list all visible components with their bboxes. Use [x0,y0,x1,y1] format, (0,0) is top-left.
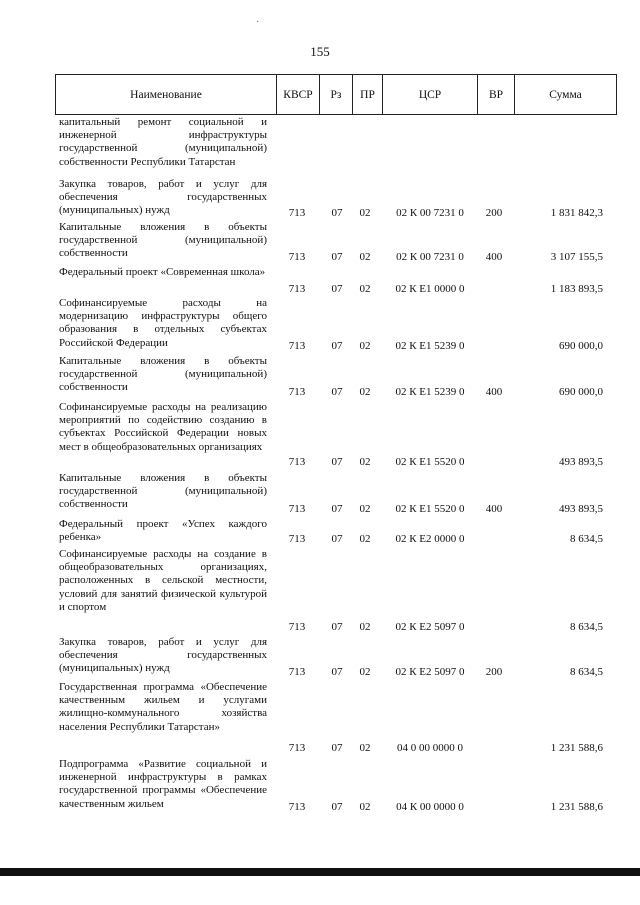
row-pr: 02 [359,207,371,219]
row-csr: 02 К Е1 5520 0 [395,456,465,468]
row-rz: 07 [331,666,343,678]
row-pr: 02 [359,386,371,398]
row-rz: 07 [331,207,343,219]
row-pr: 02 [359,283,371,295]
row-pr: 02 [359,666,371,678]
row-rz: 07 [331,251,343,263]
row-pr: 02 [359,742,371,754]
row-name: Капитальные вложения в объекты государственной (муниципальной) собственности [59,355,267,394]
row-name: Софинансируемые расходы на создание в общеобразовательных организациях, расположенных в сельской местности, условий для занятий физической культурой и спортом [59,548,267,613]
row-csr: 02 К Е2 5097 0 [395,666,465,678]
row-csr: 02 К Е1 5520 0 [395,503,465,515]
row-vr: 200 [485,207,503,219]
table-row [55,548,615,634]
row-kvsr: 713 [288,801,306,813]
table-row [55,681,615,755]
col-header-kvsr: КВСР [277,75,320,115]
col-header-sum: Сумма [515,75,617,115]
table-row [55,518,615,546]
row-sum: 493 893,5 [559,456,603,468]
row-pr: 02 [359,533,371,545]
row-csr: 04 0 00 0000 0 [397,742,463,754]
row-csr: 02 К 00 7231 0 [396,251,464,263]
row-sum: 8 634,5 [570,621,603,633]
row-kvsr: 713 [288,503,306,515]
row-name: Закупка товаров, работ и услуг для обеспечения государственных (муниципальных) нужд [59,636,267,675]
row-kvsr: 713 [288,533,306,545]
row-rz: 07 [331,340,343,352]
row-name: Закупка товаров, работ и услуг для обеспечения государственных (муниципальных) нужд [59,178,267,217]
row-pr: 02 [359,340,371,352]
row-name: Федеральный проект «Современная школа» [59,266,266,278]
table-header [55,74,617,115]
row-sum: 1 231 588,6 [550,742,603,754]
col-header-name: Наименование [56,75,277,115]
row-sum: 690 000,0 [559,386,603,398]
col-header-rz: Рз [320,75,353,115]
row-name: Капитальные вложения в объекты государственной (муниципальной) собственности [59,472,267,511]
row-rz: 07 [331,456,343,468]
row-sum: 3 107 155,5 [550,251,603,263]
col-header-pr: ПР [353,75,383,115]
row-csr: 02 К Е1 0000 0 [395,283,465,295]
row-kvsr: 713 [288,621,306,633]
table-row [55,758,615,814]
row-kvsr: 713 [288,456,306,468]
row-csr: 02 К Е1 5239 0 [395,340,465,352]
row-kvsr: 713 [288,283,306,295]
budget-table [55,74,615,115]
table-row [55,266,615,296]
row-kvsr: 713 [288,340,306,352]
row-kvsr: 713 [288,666,306,678]
row-pr: 02 [359,251,371,263]
row-rz: 07 [331,621,343,633]
table-row [55,355,615,399]
table-row [55,297,615,353]
row-csr: 02 К Е1 5239 0 [395,386,465,398]
row-name: Софинансируемые расходы на реализацию мероприятий по содействию созданию в субъектах Российской Федерации новых мест в общеобразовательных организациях [59,401,267,453]
row-sum: 1 831 842,3 [550,207,603,219]
table-row [55,401,615,469]
row-kvsr: 713 [288,386,306,398]
row-rz: 07 [331,386,343,398]
row-name: Капитальные вложения в объекты государственной (муниципальной) собственности [59,221,267,260]
row-vr: 200 [485,666,503,678]
row-rz: 07 [331,533,343,545]
row-name: Федеральный проект «Успех каждого ребенка» [59,518,267,544]
row-csr: 02 К 00 7231 0 [396,207,464,219]
row-csr: 02 К Е2 0000 0 [395,533,465,545]
row-kvsr: 713 [288,251,306,263]
row-rz: 07 [331,283,343,295]
row-name: капитальный ремонт социальной и инженерной инфраструктуры государственной (муниципальной) собственности Республики Татарстан [59,116,267,168]
col-header-csr: ЦСР [383,75,478,115]
row-sum: 690 000,0 [559,340,603,352]
table-row [55,636,615,679]
row-rz: 07 [331,801,343,813]
row-csr: 04 К 00 0000 0 [396,801,464,813]
row-rz: 07 [331,503,343,515]
row-pr: 02 [359,801,371,813]
table-row [55,221,615,264]
row-pr: 02 [359,503,371,515]
table-row [55,178,615,220]
row-vr: 400 [485,386,503,398]
row-pr: 02 [359,456,371,468]
row-csr: 02 К Е2 5097 0 [395,621,465,633]
table-row [55,116,615,174]
row-sum: 1 183 893,5 [550,283,603,295]
row-name: Софинансируемые расходы на модернизацию инфраструктуры общего образования в отдельных субъектах Российской Федерации [59,297,267,349]
row-vr: 400 [485,503,503,515]
col-header-vr: ВР [478,75,515,115]
row-sum: 1 231 588,6 [550,801,603,813]
scan-speck: · [256,17,260,28]
row-name: Подпрограмма «Развитие социальной и инженерной инфраструктуры в рамках государственной программы «Обеспечение качественным жильем [59,758,267,810]
table-row [55,472,615,516]
row-sum: 8 634,5 [570,533,603,545]
row-sum: 493 893,5 [559,503,603,515]
row-rz: 07 [331,742,343,754]
page-number: 155 [310,44,330,59]
row-kvsr: 713 [288,207,306,219]
row-kvsr: 713 [288,742,306,754]
row-sum: 8 634,5 [570,666,603,678]
row-pr: 02 [359,621,371,633]
row-name: Государственная программа «Обеспечение качественным жильем и услугами жилищно-коммунального хозяйства населения Республики Татарстан» [59,681,267,733]
scan-edge-bar [0,868,640,876]
row-vr: 400 [485,251,503,263]
